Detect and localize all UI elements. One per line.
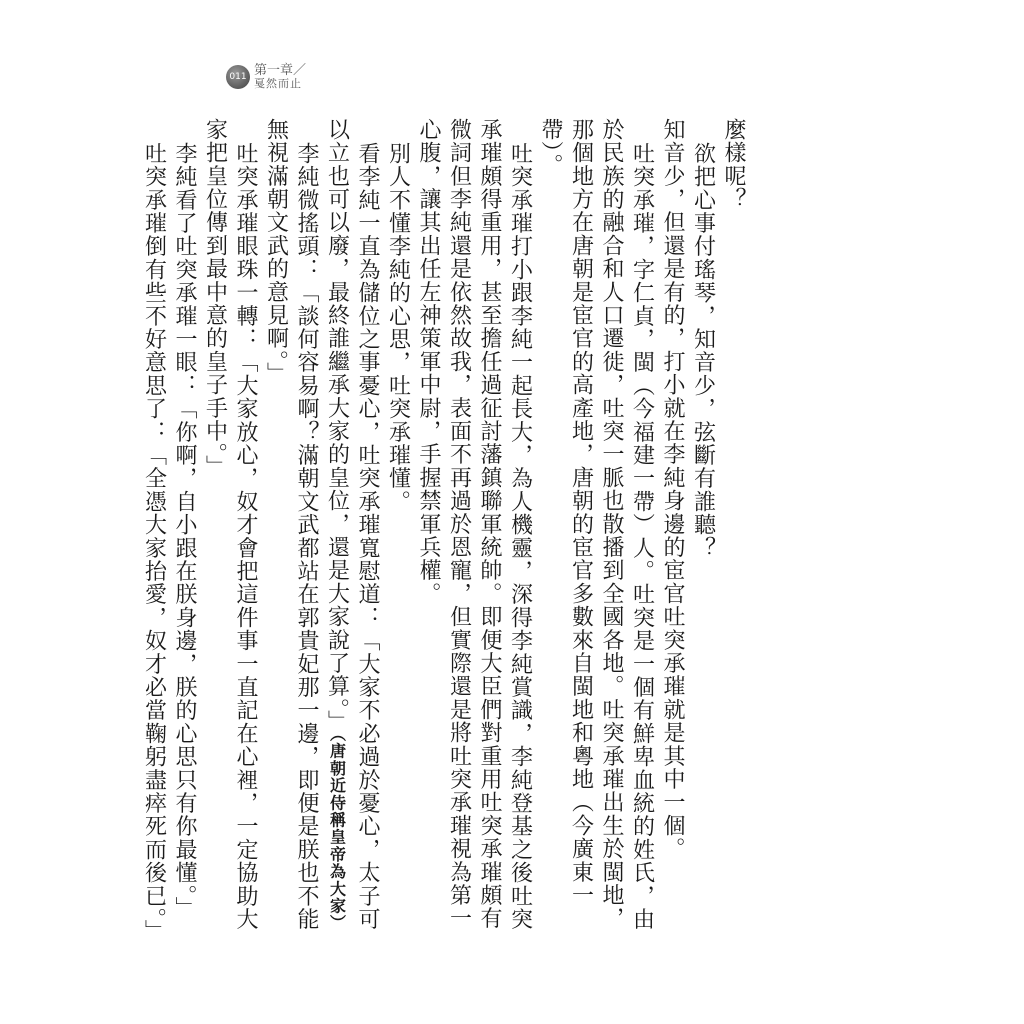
paragraph [199,118,260,948]
paragraph [382,118,413,948]
paragraph-text: 麼樣呢？ [721,118,746,211]
paragraph [535,118,657,948]
running-header [226,62,306,92]
chapter-number: 第一章／ [254,62,307,78]
paragraph-text: 吐突承璀倒有些不好意思了：「全憑大家抬愛，奴才必當鞠躬盡瘁死而後已。」 [141,142,167,944]
paragraph [138,118,169,948]
chapter-heading [254,64,306,90]
paragraph [718,118,749,948]
paragraph [687,118,718,948]
paragraph-text: 欲把心事付瑤琴，知音少，弦斷有誰聽？ [690,142,716,560]
paragraph-text: 吐突承璀眼珠一轉：「大家放心，奴才會把這件事一直記在心裡，一定協助大家把皇位傳到最中意的皇子手中。」 [202,118,258,931]
paragraph-text: 知音少，但還是有的，打小就在李純身邊的宦官吐突承璀就是其中一個。 [660,118,685,861]
chapter-title: 戛然而止 [254,77,302,91]
paragraph-text: 吐突承璀打小跟李純一起長大，為人機靈，深得李純賞識，李純登基之後吐突承璀頗得重用，甚至擔任過征討藩鎮聯軍統帥。即便大臣們對重用吐突承璀頗有微詞但李純還是依然故我，表面不再過於恩寵，但實際還是將吐突承璀視為第一心腹，讓其出任左神策軍中尉，手握禁軍兵權。 [416,118,533,931]
paragraph [260,118,321,948]
paragraph-text: 李純看了吐突承璀一眼：「你啊，自小跟在朕身邊，朕的心思只有你最懂。」 [172,142,197,920]
page-number-badge: 011 [226,65,250,89]
paragraph-text: 看李純一直為儲位之事憂心，吐突承璀寬慰道：「大家不必過於憂心，太子可以立也可以廢，最終誰繼承大家的皇位，還是大家說了算。」 [324,118,380,931]
paragraph [413,118,535,948]
paragraph [657,118,688,948]
paragraph [321,118,382,948]
body-text [138,118,748,948]
paragraph-text: 吐突承璀，字仁貞，閩（今福建一帶）人。吐突是一個有鮮卑血統的姓氏，由於民族的融合和人口遷徙，吐突一脈也散播到全國各地。吐突承璀出生於閩地，那個地方在唐朝是宦官的高產地，唐朝的宦官多數來自閩地和粵地（今廣東一帶）。 [538,118,655,931]
paragraph [169,118,200,948]
inline-note: （唐朝近侍稱皇帝為大家） [327,733,347,932]
paragraph-text: 李純微搖頭：「談何容易啊？滿朝文武都站在郭貴妃那一邊，即便是朕也不能無視滿朝文武的意見啊。」 [263,118,319,931]
paragraph-text: 別人不懂李純的心思，吐突承璀懂。 [385,142,411,514]
